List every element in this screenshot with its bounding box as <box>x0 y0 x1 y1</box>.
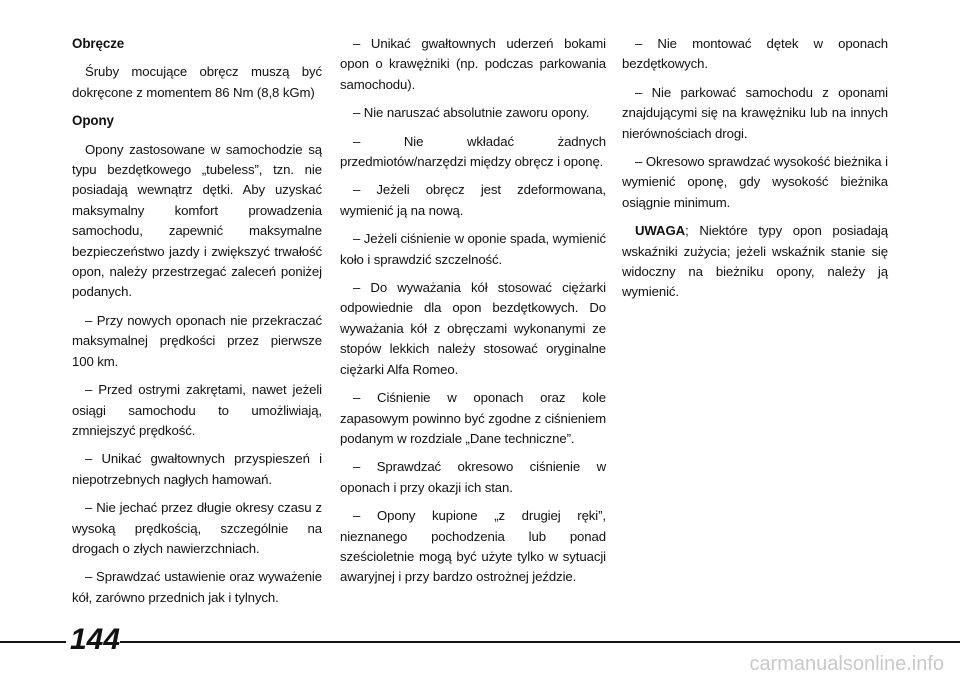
footer-rule-right <box>120 641 960 643</box>
warning-paragraph <box>622 221 888 303</box>
list-item: – Unikać gwałtownych uderzeń bokami opon o krawężniki (np. podczas parkowania samochodu). <box>340 36 606 92</box>
list-item: – Unikać gwałtownych przyspieszeń i niepotrzebnych nagłych hamowań. <box>72 451 322 487</box>
column-2 <box>340 34 606 596</box>
list-item: – Nie jechać przez długie okresy czasu z wysoką prędkością, szczególnie na drogach o złych nawierzchniach. <box>72 500 322 556</box>
list-item: – Przy nowych oponach nie przekraczać maksymalnej prędkości przez pierwsze 100 km. <box>72 312 322 369</box>
list-item: – Nie parkować samochodu z oponami znajdującymi się na krawężniku lub na innych nierównościach drogi. <box>622 84 888 141</box>
watermark: carmanualsonline.info <box>749 653 944 675</box>
paragraph-rims: Śruby mocujące obręcz muszą być dokręcone z momentem 86 Nm (8,8 kGm) <box>72 64 322 100</box>
list-item: – Ciśnienie w oponach oraz kole zapasowym powinno być zgodne z ciśnieniem podanym w rozdziale „Dane techniczne”. <box>340 390 606 446</box>
list-item: – Nie montować dętek w oponach bezdętkowych. <box>622 36 888 72</box>
list-item: – Jeżeli obręcz jest zdeformowana, wymienić ją na nową. <box>340 182 606 218</box>
paragraph-tyres: Opony zastosowane w samochodzie są typu bezdętkowego „tubeless”, tzn. nie posiadają wewnątrz dętki. Aby uzyskać maksymalny komfort prowadzenia samochodu, zapewnić maksymalne bezpieczeństwo jazdy i zwiększyć trwałość opon, należy przestrzegać zaleceń poniżej podanych. <box>72 141 322 300</box>
list-item: – Przed ostrymi zakrętami, nawet jeżeli osiągi samochodu to umożliwiają, zmniejszyć prędkość. <box>72 382 322 438</box>
column-1 <box>72 34 322 616</box>
list-item: – Opony kupione „z drugiej ręki”, nieznanego pochodzenia lub ponad sześcioletnie mogą być użyte tylko w sytuacji awaryjnej i przy bardzo ostrożnej jeździe. <box>340 508 606 585</box>
heading-rims: Obręcze <box>72 36 125 51</box>
heading-tyres: Opony <box>72 113 114 129</box>
list-item: – Sprawdzać ustawienie oraz wyważenie kół, zarówno przednich jak i tylnych. <box>72 569 322 605</box>
column-3 <box>622 34 888 311</box>
warning-text: ; Niektóre typy opon posiadają wskaźniki zużycia; jeżeli wskaźnik stanie się widoczny na bieżniku opony, należy ją wymienić. <box>622 223 888 300</box>
list-item: – Nie naruszać absolutnie zaworu opony. <box>353 105 590 121</box>
list-item: – Do wyważania kół stosować ciężarki odpowiednie dla opon bezdętkowych. Do wyważania kół z obręczami wykonanymi ze stopów lekkich należy stosować oryginalne ciężarki Alfa Romeo. <box>340 280 606 377</box>
list-item: – Okresowo sprawdzać wysokość bieżnika i wymienić oponę, gdy wysokość bieżnika osiągnie minimum. <box>622 154 888 210</box>
list-item: – Jeżeli ciśnienie w oponie spada, wymienić koło i sprawdzić szczelność. <box>340 231 606 267</box>
list-item: – Sprawdzać okresowo ciśnienie w oponach i przy okazji ich stan. <box>340 459 606 495</box>
footer-rule-left <box>0 641 66 643</box>
page-number: 144 <box>70 623 121 656</box>
list-item: – Nie wkładać żadnych przedmiotów/narzędzi między obręcz i oponę. <box>340 133 606 170</box>
warning-label: UWAGA <box>635 223 686 239</box>
